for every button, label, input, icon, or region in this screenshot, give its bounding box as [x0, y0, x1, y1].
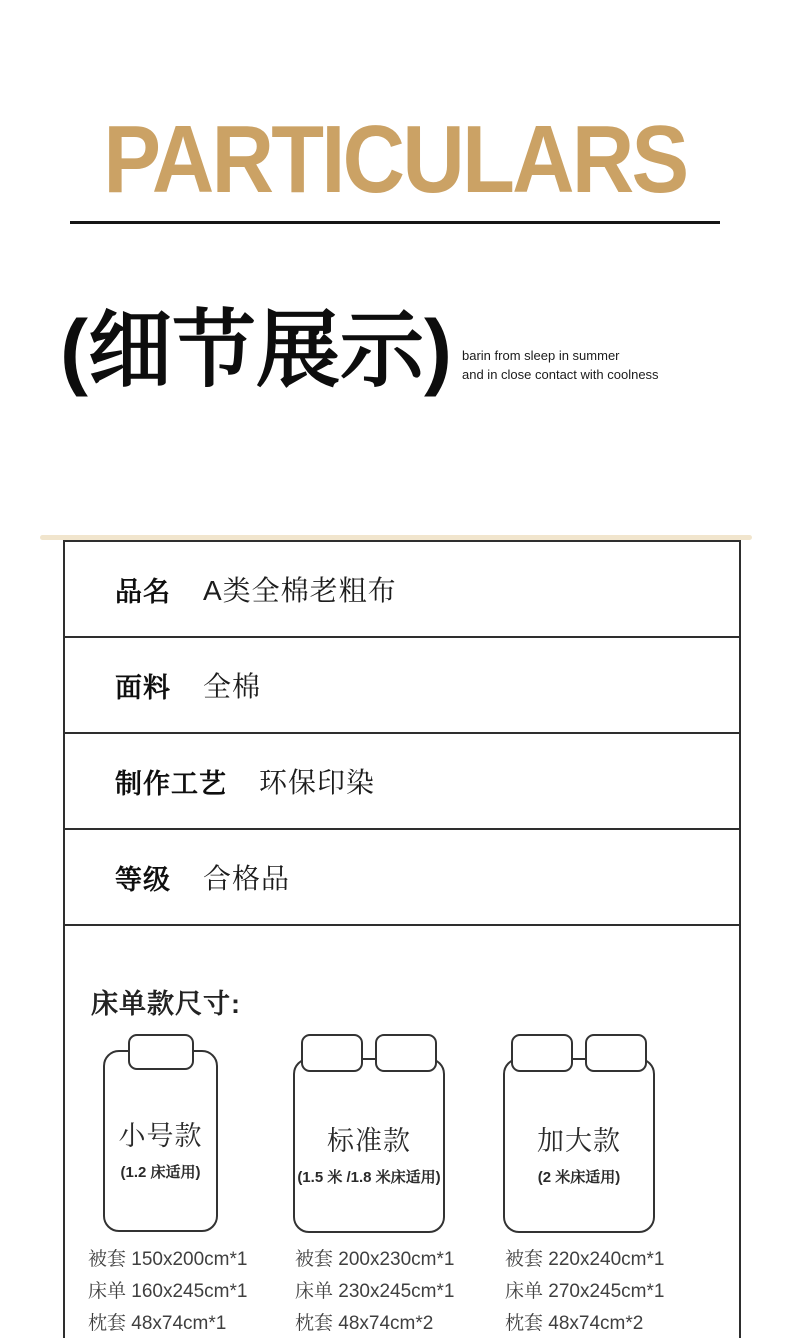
size-list-small: [88, 1244, 247, 1338]
size-list-item: 床单 230x245cm*1: [295, 1281, 455, 1302]
spec-row-fabric: [65, 638, 739, 734]
bed-diagram-standard: [293, 1034, 445, 1233]
bed-outline: [503, 1058, 655, 1233]
size-list-item: 床单 160x245cm*1: [88, 1281, 248, 1302]
page-title: [0, 106, 790, 213]
bed-variant-name: 标准款: [327, 1125, 411, 1156]
spec-row-grade: [65, 830, 739, 926]
size-list-item: 床单 270x245cm*1: [505, 1281, 665, 1302]
size-section: [65, 926, 739, 1338]
spec-label: 面料: [115, 672, 171, 703]
bed-diagram-large: [503, 1034, 655, 1233]
title-divider: [70, 221, 720, 224]
page-title-text: PARTICULARS: [103, 106, 687, 213]
size-list-item: 被套 150x200cm*1: [88, 1249, 248, 1270]
size-list-item: 被套 200x230cm*1: [295, 1249, 455, 1270]
size-list-item: 枕套 48x74cm*2: [505, 1313, 644, 1334]
spec-row-product-name: [65, 542, 739, 638]
pillow-icon: [375, 1034, 437, 1072]
detail-section-heading: (细节展示): [60, 303, 452, 397]
pillow-icon: [511, 1034, 573, 1072]
spec-value: 环保印染: [259, 767, 376, 798]
bed-variant-fit: (1.5 米 /1.8 米床适用): [297, 1168, 441, 1186]
bed-variant-fit: (1.2 床适用): [120, 1164, 201, 1181]
detail-subtitle-line2: and in close contact with coolness: [462, 367, 659, 382]
spec-value: A类全棉老粗布: [203, 575, 397, 606]
spec-label: 制作工艺: [115, 768, 227, 799]
spec-value: 合格品: [203, 863, 291, 894]
spec-table: [63, 540, 741, 1338]
size-list-standard: [295, 1244, 454, 1338]
bed-outline: [103, 1050, 218, 1232]
pillow-icon: [301, 1034, 363, 1072]
pillow-icon: [585, 1034, 647, 1072]
bed-variant-fit: (2 米床适用): [537, 1168, 621, 1186]
size-list-large: [505, 1244, 664, 1338]
bed-diagram-small: [103, 1034, 218, 1232]
spec-row-craft: [65, 734, 739, 830]
size-list-item: 枕套 48x74cm*2: [295, 1313, 434, 1334]
pillow-icon: [128, 1034, 194, 1070]
detail-subtitle: [462, 346, 659, 384]
bed-variant-name: 加大款: [537, 1125, 621, 1156]
pillow-row: [511, 1034, 647, 1072]
detail-subtitle-line1: barin from sleep in summer: [462, 348, 620, 363]
size-list-item: 枕套 48x74cm*1: [88, 1313, 227, 1334]
size-section-heading: 床单款尺寸:: [91, 989, 241, 1019]
spec-value: 全棉: [203, 671, 262, 702]
spec-label: 品名: [115, 576, 171, 607]
pillow-row: [128, 1034, 194, 1070]
size-list-item: 被套 220x240cm*1: [505, 1249, 665, 1270]
bed-variant-name: 小号款: [118, 1121, 203, 1151]
bed-outline: [293, 1058, 445, 1233]
spec-label: 等级: [115, 864, 171, 895]
pillow-row: [301, 1034, 437, 1072]
